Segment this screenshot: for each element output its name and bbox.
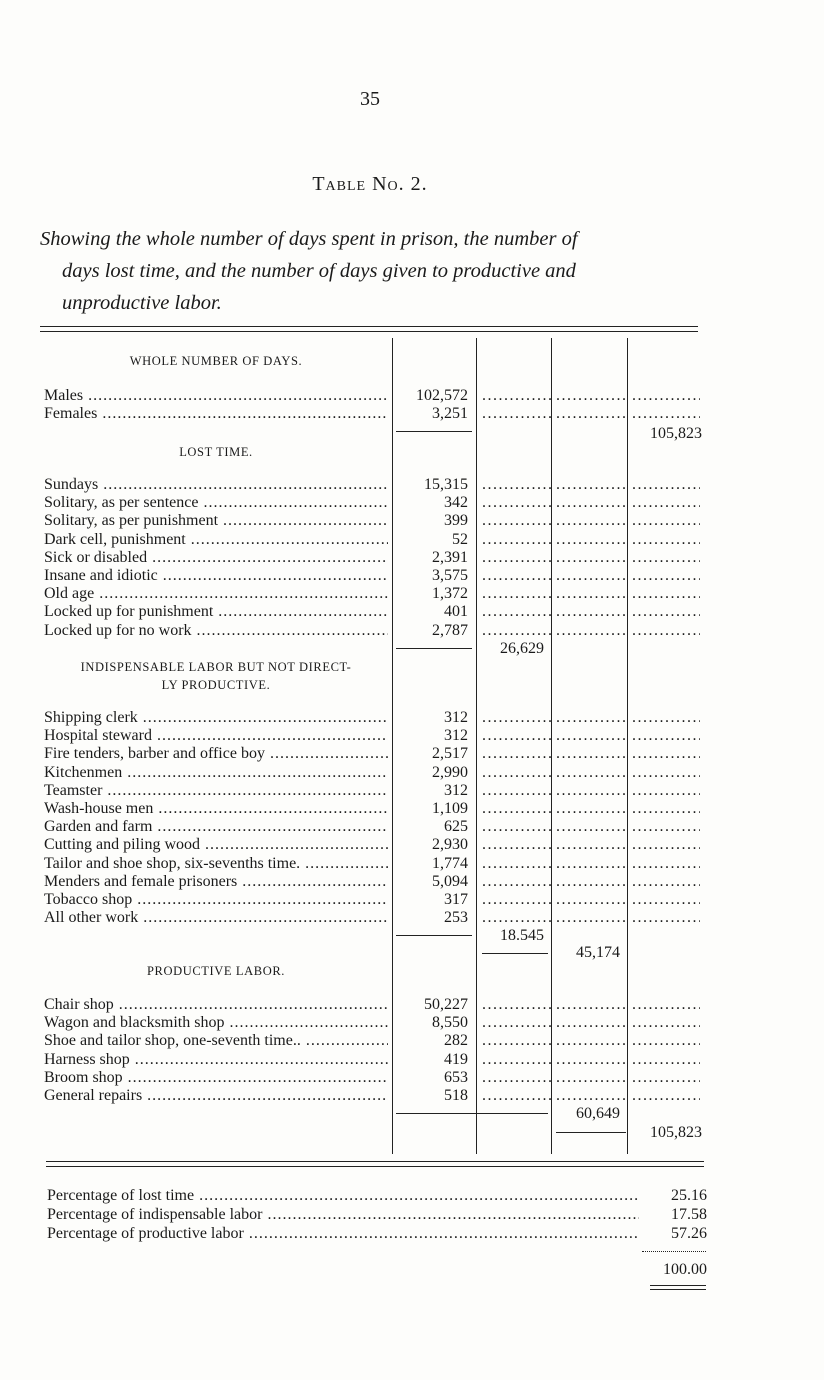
dot-leader — [556, 1051, 626, 1069]
percentage-value: 25.16 — [671, 1187, 707, 1204]
table-row — [44, 836, 698, 854]
dot-leader — [632, 709, 700, 727]
percentage-row — [47, 1205, 707, 1224]
row-label: Wagon and blacksmith shop ..... — [44, 1014, 388, 1032]
section-heading-productive: PRODUCTIVE LABOR. — [147, 964, 285, 978]
table-row — [44, 476, 698, 494]
dot-leader — [482, 603, 552, 621]
table-row — [44, 567, 698, 585]
dot-leader — [632, 1069, 700, 1087]
dot-leader — [632, 891, 700, 909]
dot-leader — [556, 476, 626, 494]
row-value: 3,575 — [432, 567, 468, 584]
table-subtitle — [40, 223, 705, 319]
grand-total: 105,823 — [650, 1124, 702, 1141]
dot-leader — [482, 387, 552, 405]
table-row — [44, 709, 698, 727]
row-value: 1,372 — [432, 585, 468, 603]
page-number: 35 — [360, 88, 380, 110]
row-label: Sundays ..... — [44, 476, 388, 494]
dot-leader — [632, 782, 700, 800]
table-row — [44, 873, 698, 891]
dot-leader — [482, 1051, 552, 1069]
dot-leader — [482, 549, 552, 567]
dot-leader — [632, 585, 700, 603]
table-bottom-rule — [46, 1161, 704, 1167]
table-top-rule — [40, 326, 698, 332]
rule-indispensable-2 — [482, 953, 548, 954]
dot-leader — [482, 567, 552, 585]
table-row — [44, 909, 698, 927]
row-label: Fire tenders, barber and office boy ..... — [44, 745, 388, 763]
table-row — [44, 1014, 698, 1032]
table-row — [44, 585, 698, 603]
percent-rule — [642, 1251, 706, 1252]
row-value: 8,550 — [432, 1014, 468, 1032]
row-label: Shipping clerk ..... — [44, 709, 388, 727]
dot-leader — [556, 891, 626, 909]
row-value: 253 — [444, 909, 468, 927]
row-label: Cutting and piling wood ..... — [44, 836, 388, 854]
dot-leader — [556, 512, 626, 530]
dot-leader — [556, 782, 626, 800]
section-heading-lost: LOST TIME. — [179, 445, 253, 459]
dot-leader — [632, 512, 700, 530]
table-row — [44, 512, 698, 530]
rule-whole — [396, 431, 472, 432]
lost-subtotal: 26,629 — [500, 640, 544, 657]
percentage-label: Percentage of indispensable labor ..... — [47, 1205, 639, 1224]
row-value: 2,990 — [432, 763, 468, 781]
table-row — [44, 996, 698, 1014]
dot-leader — [632, 855, 700, 873]
dot-leader — [482, 476, 552, 494]
row-label: Garden and farm ..... — [44, 818, 388, 836]
table-row — [44, 818, 698, 836]
table-row — [44, 531, 698, 549]
row-value: 102,572 — [416, 387, 468, 404]
dot-leader — [632, 549, 700, 567]
dot-leader — [482, 891, 552, 909]
dot-leader — [482, 1087, 552, 1105]
row-label: Solitary, as per sentence ..... — [44, 494, 388, 512]
row-value: 312 — [444, 781, 468, 799]
row-label: Locked up for no work ..... — [44, 622, 388, 640]
indispensable-subtotal: 18.545 — [500, 927, 544, 944]
dot-leader — [482, 782, 552, 800]
row-value: 5,094 — [432, 872, 468, 890]
row-value: 1,774 — [432, 854, 468, 872]
row-label: Menders and female prisoners ..... — [44, 873, 388, 891]
dot-leader — [632, 1032, 700, 1050]
table-title: Table No. 2. — [312, 173, 428, 195]
table-row — [44, 622, 698, 640]
row-value: 50,227 — [424, 996, 468, 1013]
dot-leader — [556, 909, 626, 927]
row-label: Kitchenmen ..... — [44, 764, 388, 782]
dot-leader — [556, 818, 626, 836]
table-row — [44, 1051, 698, 1069]
dot-leader — [632, 873, 700, 891]
dot-leader — [632, 1087, 700, 1105]
dot-leader — [556, 855, 626, 873]
dot-leader — [556, 745, 626, 763]
row-label: Tobacco shop ..... — [44, 891, 388, 909]
row-label: Insane and idiotic ..... — [44, 567, 388, 585]
dot-leader — [632, 622, 700, 640]
row-value: 317 — [444, 891, 468, 908]
dot-leader — [556, 585, 626, 603]
section-heading-indispensable-2: LY PRODUCTIVE. — [161, 678, 271, 692]
row-value: 518 — [444, 1087, 468, 1104]
dot-leader — [482, 1014, 552, 1032]
row-value: 419 — [444, 1050, 468, 1068]
row-label: Hospital steward ..... — [44, 727, 388, 745]
dot-leader — [632, 996, 700, 1014]
dot-leader — [556, 727, 626, 745]
row-label: Teamster ..... — [44, 782, 388, 800]
row-value: 312 — [444, 709, 468, 726]
row-label: Tailor and shoe shop, six-sevenths time. ..... — [44, 855, 388, 873]
table-row — [44, 1069, 698, 1087]
table-row — [44, 387, 698, 405]
table-row — [44, 891, 698, 909]
dot-leader — [482, 494, 552, 512]
row-label: Males ..... — [44, 387, 388, 405]
dot-leader — [482, 1069, 552, 1087]
dot-leader — [632, 567, 700, 585]
dot-leader — [556, 531, 626, 549]
dot-leader — [482, 996, 552, 1014]
dot-leader — [632, 800, 700, 818]
dot-leader — [556, 836, 626, 854]
row-label: Broom shop ..... — [44, 1069, 388, 1087]
table-row — [44, 494, 698, 512]
dot-leader — [556, 996, 626, 1014]
dot-leader — [482, 709, 552, 727]
table-row — [44, 1087, 698, 1105]
row-label: All other work ..... — [44, 909, 388, 927]
rule-lost — [396, 648, 472, 649]
dot-leader — [632, 387, 700, 405]
row-label: Chair shop ..... — [44, 996, 388, 1014]
table-row — [44, 603, 698, 621]
table-row — [44, 549, 698, 567]
row-label: Females ..... — [44, 405, 388, 423]
row-label: Wash-house men ..... — [44, 800, 388, 818]
rule-indispensable — [396, 935, 472, 936]
row-value: 1,109 — [432, 800, 468, 817]
row-value: 2,930 — [432, 836, 468, 854]
section-heading-whole: WHOLE NUMBER OF DAYS. — [129, 354, 303, 368]
row-value: 401 — [444, 603, 468, 621]
table-row — [44, 1032, 698, 1050]
dot-leader — [482, 585, 552, 603]
percentage-label: Percentage of lost time ..... — [47, 1186, 639, 1205]
subtitle-line-3: unproductive labor. — [62, 292, 222, 314]
table-row — [44, 800, 698, 818]
dot-leader — [482, 873, 552, 891]
table-row — [44, 727, 698, 745]
percent-double-rule — [650, 1285, 706, 1290]
dot-leader — [632, 836, 700, 854]
dot-leader — [556, 764, 626, 782]
indispensable-combined: 45,174 — [576, 944, 620, 961]
dot-leader — [632, 909, 700, 927]
dot-leader — [556, 1032, 626, 1050]
row-label: Shoe and tailor shop, one-seventh time.. ..... — [44, 1032, 388, 1050]
dot-leader — [632, 727, 700, 745]
dot-leader — [556, 494, 626, 512]
row-label: Dark cell, punishment ..... — [44, 531, 388, 549]
subtitle-line-1: Showing the whole number of days spent in prison, the number of — [40, 228, 578, 250]
percentage-value: 17.58 — [671, 1206, 707, 1223]
dot-leader — [556, 603, 626, 621]
table-row — [44, 855, 698, 873]
row-label: Sick or disabled ..... — [44, 549, 388, 567]
dot-leader — [632, 1014, 700, 1032]
rule-productive — [396, 1113, 548, 1114]
subtitle-line-2: days lost time, and the number of days given to productive and — [62, 260, 576, 282]
dot-leader — [482, 764, 552, 782]
dot-leader — [556, 1069, 626, 1087]
table-row — [44, 745, 698, 763]
row-value: 3,251 — [432, 405, 468, 422]
dot-leader — [482, 727, 552, 745]
dot-leader — [556, 549, 626, 567]
row-value: 653 — [444, 1068, 468, 1086]
dot-leader — [482, 818, 552, 836]
row-value: 342 — [444, 494, 468, 512]
row-label: General repairs ..... — [44, 1087, 388, 1105]
row-label: Old age ..... — [44, 585, 388, 603]
dot-leader — [632, 603, 700, 621]
percentage-total: 100.00 — [663, 1261, 707, 1278]
dot-leader — [482, 405, 552, 423]
dot-leader — [556, 405, 626, 423]
row-value: 625 — [444, 818, 468, 836]
section-heading-indispensable-1: INDISPENSABLE LABOR BUT NOT DIRECT- — [80, 660, 352, 674]
row-value: 52 — [452, 530, 468, 548]
whole-total: 105,823 — [650, 425, 702, 442]
dot-leader — [632, 745, 700, 763]
dot-leader — [556, 873, 626, 891]
dot-leader — [632, 531, 700, 549]
dot-leader — [632, 1051, 700, 1069]
row-label: Locked up for punishment ..... — [44, 603, 388, 621]
dot-leader — [556, 800, 626, 818]
percentage-value: 57.26 — [671, 1225, 707, 1242]
rule-productive-2 — [556, 1132, 626, 1133]
dot-leader — [556, 567, 626, 585]
dot-leader — [632, 494, 700, 512]
row-value: 312 — [444, 727, 468, 745]
dot-leader — [556, 709, 626, 727]
dot-leader — [556, 387, 626, 405]
table-row — [44, 764, 698, 782]
row-value: 15,315 — [424, 476, 468, 493]
row-label: Solitary, as per punishment ..... — [44, 512, 388, 530]
row-value: 282 — [444, 1032, 468, 1050]
dot-leader — [632, 764, 700, 782]
dot-leader — [482, 531, 552, 549]
row-value: 2,391 — [432, 548, 468, 566]
dot-leader — [556, 1087, 626, 1105]
dot-leader — [482, 800, 552, 818]
dot-leader — [632, 476, 700, 494]
dot-leader — [482, 622, 552, 640]
row-value: 399 — [444, 512, 468, 530]
percentage-label: Percentage of productive labor ..... — [47, 1224, 639, 1243]
row-value: 2,517 — [432, 745, 468, 763]
percentage-row — [47, 1224, 707, 1243]
productive-subtotal: 60,649 — [576, 1105, 620, 1122]
dot-leader — [632, 405, 700, 423]
row-value: 2,787 — [432, 621, 468, 639]
table-row — [44, 405, 698, 423]
row-label: Harness shop ..... — [44, 1051, 388, 1069]
dot-leader — [482, 855, 552, 873]
dot-leader — [632, 818, 700, 836]
dot-leader — [482, 745, 552, 763]
dot-leader — [482, 1032, 552, 1050]
dot-leader — [482, 909, 552, 927]
dot-leader — [482, 512, 552, 530]
dot-leader — [482, 836, 552, 854]
dot-leader — [556, 622, 626, 640]
percentage-row — [47, 1186, 707, 1205]
table-row — [44, 782, 698, 800]
dot-leader — [556, 1014, 626, 1032]
